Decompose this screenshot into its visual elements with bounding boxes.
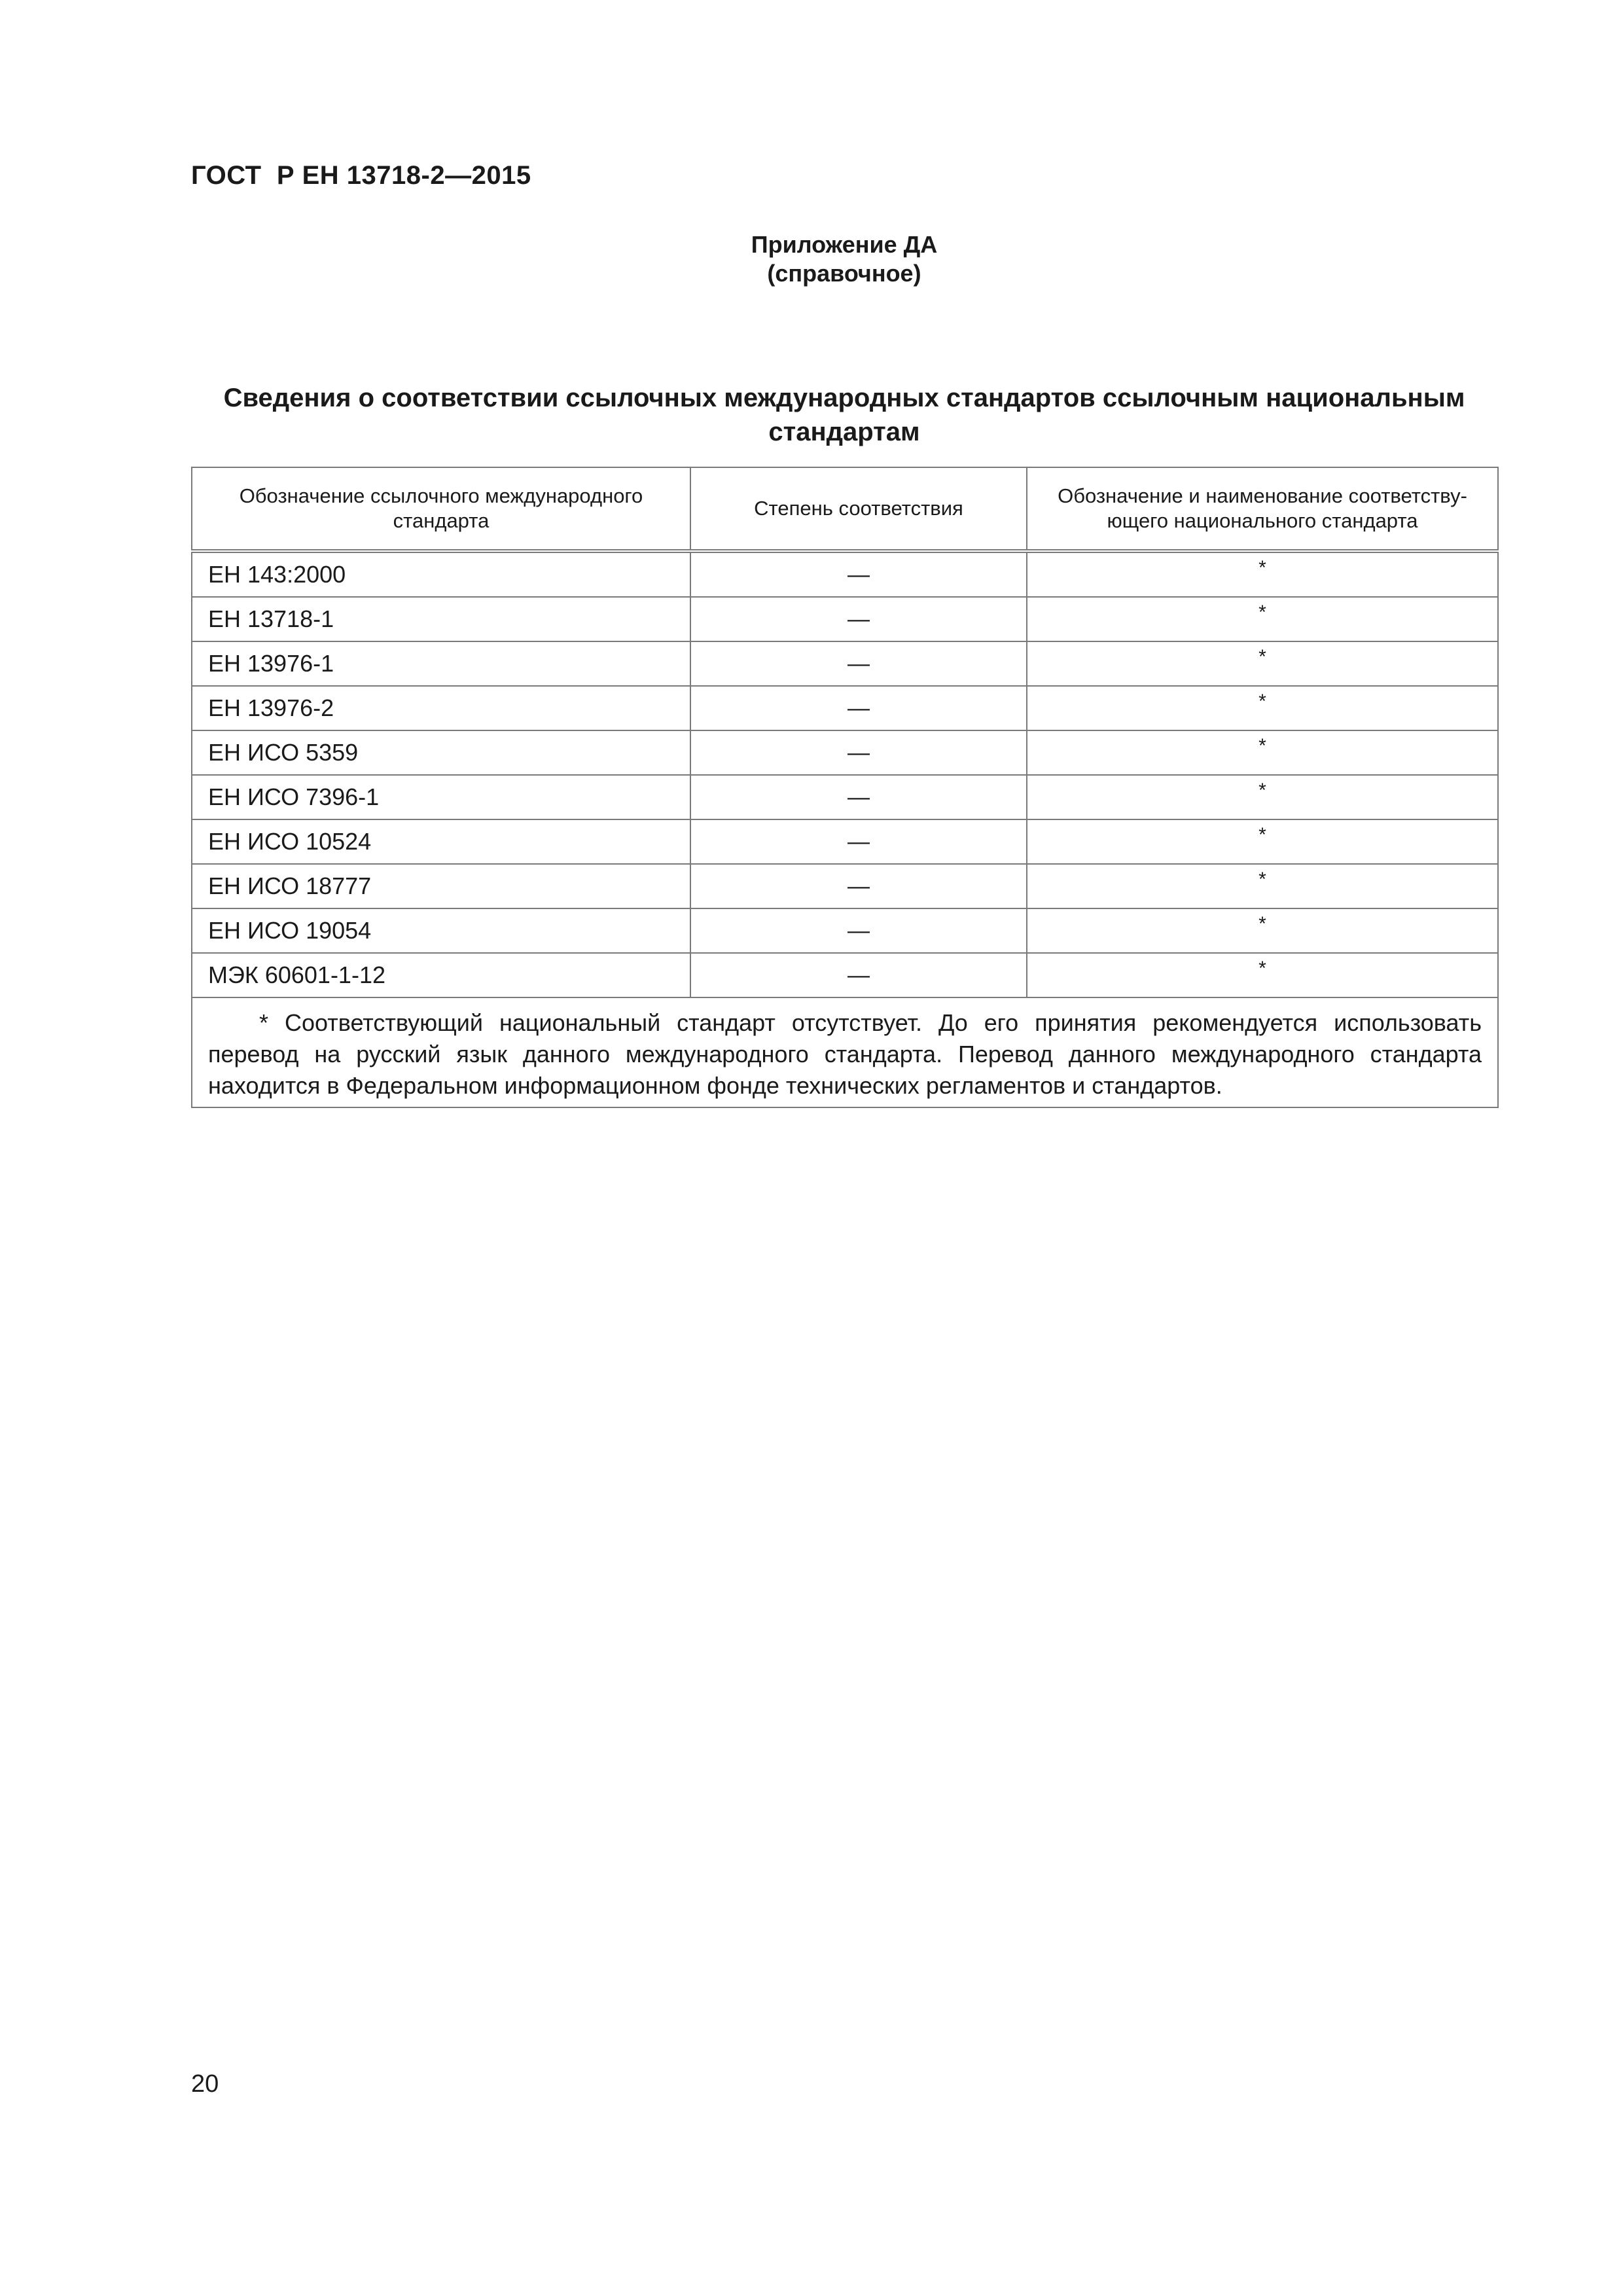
cell-degree: — bbox=[690, 730, 1027, 775]
header-degree-of-conformity: Степень соответствия bbox=[690, 467, 1027, 551]
table-row bbox=[192, 775, 1498, 819]
table-row bbox=[192, 686, 1498, 730]
table-row bbox=[192, 908, 1498, 953]
cell-national: * bbox=[1027, 686, 1498, 730]
cell-national: * bbox=[1027, 819, 1498, 864]
cell-degree: — bbox=[690, 953, 1027, 997]
table-row bbox=[192, 953, 1498, 997]
cell-national: * bbox=[1027, 953, 1498, 997]
cell-national: * bbox=[1027, 730, 1498, 775]
section-title-line-1: Сведения о соответствии ссылочных международных стандартов ссылочным национальным bbox=[223, 384, 1465, 412]
annex-title: Приложение ДА bbox=[751, 231, 938, 258]
table-header-row bbox=[192, 467, 1498, 551]
cell-national: * bbox=[1027, 641, 1498, 686]
table-body bbox=[192, 551, 1498, 1107]
cell-designation: ЕН ИСО 5359 bbox=[192, 730, 690, 775]
cell-degree: — bbox=[690, 864, 1027, 908]
table-row bbox=[192, 730, 1498, 775]
correspondence-table bbox=[191, 467, 1499, 1108]
table-footnote-row bbox=[192, 997, 1498, 1107]
cell-designation: ЕН 13718-1 bbox=[192, 597, 690, 641]
cell-national: * bbox=[1027, 908, 1498, 953]
cell-degree: — bbox=[690, 686, 1027, 730]
cell-designation: ЕН ИСО 19054 bbox=[192, 908, 690, 953]
header-national-standard: Обозначение и наименование соответству-ющего национального стандарта bbox=[1027, 467, 1498, 551]
cell-national: * bbox=[1027, 597, 1498, 641]
cell-national: * bbox=[1027, 551, 1498, 597]
page-number: 20 bbox=[191, 2070, 219, 2098]
header-international-standard: Обозначение ссылочного международного стандарта bbox=[192, 467, 690, 551]
section-title bbox=[191, 381, 1497, 449]
cell-national: * bbox=[1027, 775, 1498, 819]
cell-designation: ЕН 143:2000 bbox=[192, 551, 690, 597]
cell-degree: — bbox=[690, 641, 1027, 686]
cell-national: * bbox=[1027, 864, 1498, 908]
cell-degree: — bbox=[690, 775, 1027, 819]
table-row bbox=[192, 551, 1498, 597]
cell-designation: ЕН 13976-1 bbox=[192, 641, 690, 686]
section-title-line-2: стандартам bbox=[768, 418, 920, 446]
document-code: ГОСТ Р ЕН 13718-2—2015 bbox=[191, 161, 531, 190]
cell-degree: — bbox=[690, 908, 1027, 953]
cell-designation: ЕН ИСО 18777 bbox=[192, 864, 690, 908]
correspondence-table-container bbox=[191, 467, 1497, 1108]
cell-designation: ЕН ИСО 7396-1 bbox=[192, 775, 690, 819]
annex-type: (справочное) bbox=[767, 260, 921, 287]
cell-degree: — bbox=[690, 551, 1027, 597]
table-row bbox=[192, 864, 1498, 908]
cell-designation: ЕН ИСО 10524 bbox=[192, 819, 690, 864]
table-row bbox=[192, 819, 1498, 864]
table-row bbox=[192, 641, 1498, 686]
cell-designation: ЕН 13976-2 bbox=[192, 686, 690, 730]
table-footnote: * Соответствующий национальный стандарт отсутствует. До его принятия рекомендуется использовать перевод на русский язык данного международного стандарта. Перевод данного международного стандарта находится в Федеральном информационном фонде технических регламентов и стандартов. bbox=[192, 997, 1498, 1107]
table-row bbox=[192, 597, 1498, 641]
cell-designation: МЭК 60601-1-12 bbox=[192, 953, 690, 997]
cell-degree: — bbox=[690, 597, 1027, 641]
table-header bbox=[192, 467, 1498, 551]
cell-degree: — bbox=[690, 819, 1027, 864]
annex-heading bbox=[707, 230, 982, 288]
